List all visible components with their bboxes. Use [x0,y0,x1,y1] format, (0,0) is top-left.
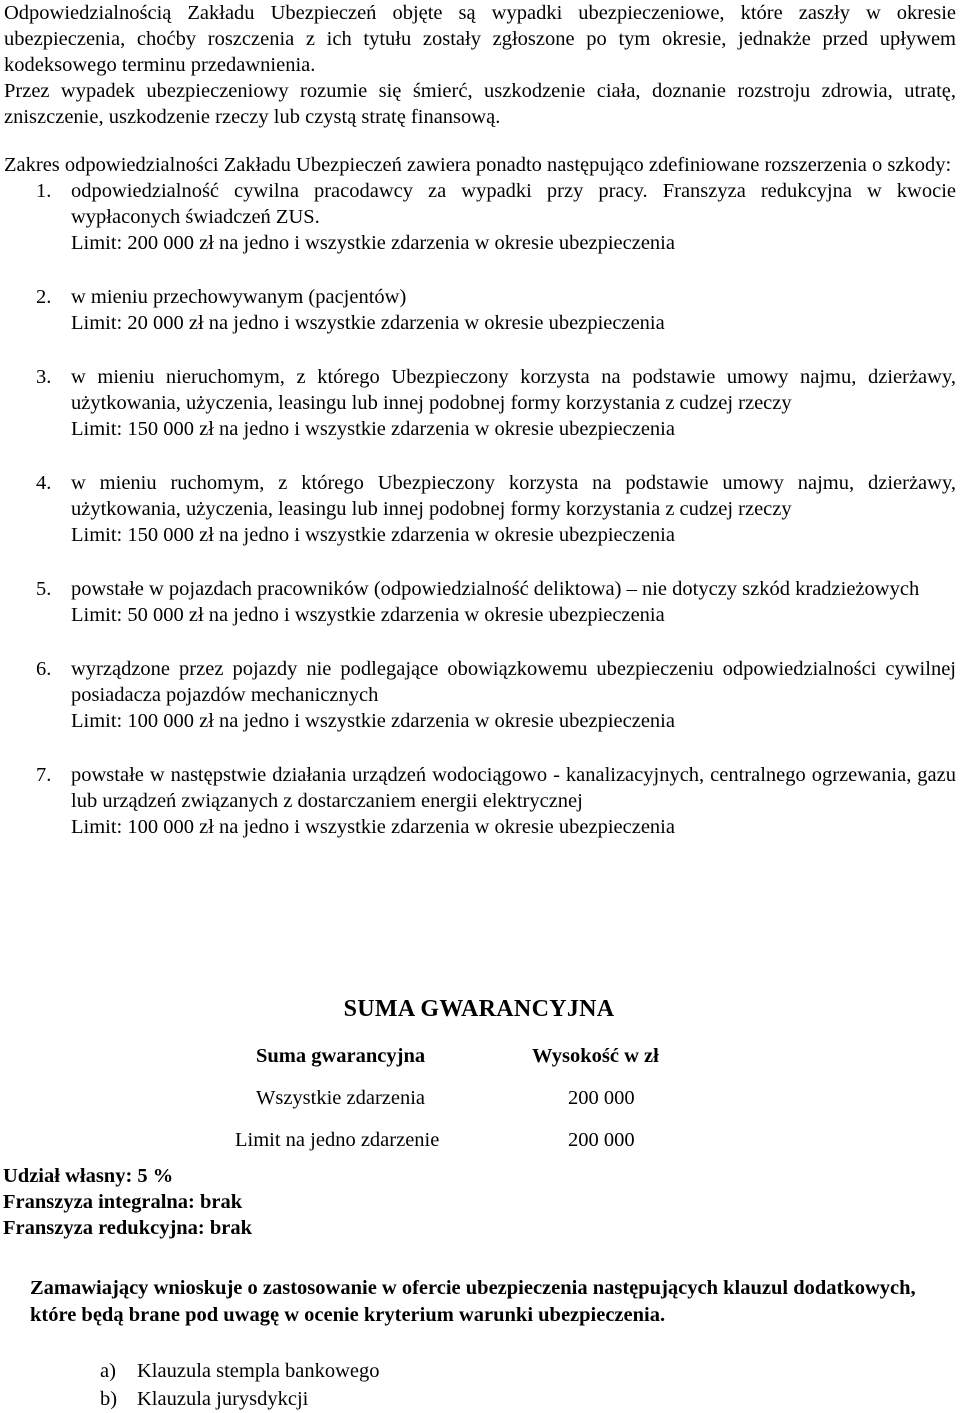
item-number: 5. [36,578,52,600]
item-description: powstałe w następstwie działania urządzeń wodociągowo - kanalizacyjnych, centralnego ogrzewania, gazu lub urządzeń związanych z dostarczaniem energii elektrycznej [71,764,956,812]
item-description: odpowiedzialność cywilna pracodawcy za wypadki przy pracy. Franszyza redukcyjna w kwocie wypłaconych świadczeń ZUS. [71,180,956,228]
own-share-line: Udział własny: 5 % [3,1165,174,1187]
list-item [4,762,956,840]
column-header-sum: Suma gwarancyjna [256,1045,426,1067]
item-number: 4. [36,472,52,494]
table-row [230,1127,700,1169]
row-label: Limit na jedno zdarzenie [235,1129,440,1151]
table-header-row [230,1043,700,1085]
item-number: 7. [36,764,52,786]
document-page [4,0,956,840]
item-number: 6. [36,658,52,680]
list-item [4,656,956,762]
item-limit: Limit: 200 000 zł na jedno i wszystkie zdarzenia w okresie ubezpieczenia [71,232,675,254]
list-item [4,470,956,576]
list-item [100,1385,380,1413]
item-number: 2. [36,286,52,308]
list-item [4,576,956,656]
item-description: powstałe w pojazdach pracowników (odpowiedzialność deliktowa) – nie dotyczy szkód kradzieżowych [71,578,920,600]
clause-text: Klauzula stempla bankowego [137,1360,380,1382]
column-header-amount: Wysokość w zł [532,1045,659,1067]
item-limit: Limit: 150 000 zł na jedno i wszystkie zdarzenia w okresie ubezpieczenia [71,418,675,440]
list-item [100,1357,380,1385]
intro-paragraph-extensions: Zakres odpowiedzialności Zakładu Ubezpieczeń zawiera ponadto następująco zdefiniowane rozszerzenia o szkody: [4,154,952,176]
list-item [4,284,956,364]
clause-letter: b) [100,1388,118,1410]
guarantee-sum-table [230,1043,700,1169]
row-value: 200 000 [568,1129,635,1151]
item-limit: Limit: 100 000 zł na jedno i wszystkie zdarzenia w okresie ubezpieczenia [71,710,675,732]
item-description: w mieniu nieruchomym, z którego Ubezpieczony korzysta na podstawie umowy najmu, dzierżawy, użytkowania, użyczenia, leasingu lub innej podobnej formy korzystania z cudzej rzeczy [71,366,956,414]
table-row [230,1085,700,1127]
item-limit: Limit: 50 000 zł na jedno i wszystkie zdarzenia w okresie ubezpieczenia [71,604,665,626]
item-limit: Limit: 20 000 zł na jedno i wszystkie zdarzenia w okresie ubezpieczenia [71,312,665,334]
intro-paragraph-liability: Odpowiedzialnością Zakładu Ubezpieczeń objęte są wypadki ubezpieczeniowe, które zaszły w okresie ubezpieczenia, choćby roszczenia z ich tytułu zostały zgłoszone po tym okresie, jednakże przed upływem kodeksowego terminu przedawnienia. [4,2,956,76]
clauses-list [100,1357,380,1413]
item-number: 1. [36,180,52,202]
row-label: Wszystkie zdarzenia [256,1087,426,1109]
deductibles-block [3,1163,252,1241]
list-item [4,364,956,470]
section-title-suma: SUMA GWARANCYJNA [343,996,615,1022]
item-limit: Limit: 100 000 zł na jedno i wszystkie zdarzenia w okresie ubezpieczenia [71,816,675,838]
clauses-intro-paragraph: Zamawiający wnioskuje o zastosowanie w ofercie ubezpieczenia następujących klauzul dodatkowych, które będą brane pod uwagę w ocenie kryterium warunki ubezpieczenia. [30,1277,916,1326]
row-value: 200 000 [568,1087,635,1109]
item-limit: Limit: 150 000 zł na jedno i wszystkie zdarzenia w okresie ubezpieczenia [71,524,675,546]
item-description: wyrządzone przez pojazdy nie podlegające obowiązkowemu ubezpieczeniu odpowiedzialności cywilnej posiadacza pojazdów mechanicznych [71,658,956,706]
item-description: w mieniu przechowywanym (pacjentów) [71,286,407,308]
integral-franchise-line: Franszyza integralna: brak [3,1191,243,1213]
reducing-franchise-line: Franszyza redukcyjna: brak [3,1217,253,1239]
extensions-list [4,178,956,840]
list-item [4,178,956,284]
intro-paragraph-definition: Przez wypadek ubezpieczeniowy rozumie się śmierć, uszkodzenie ciała, doznanie rozstroju zdrowia, utratę, zniszczenie, uszkodzenie rzeczy lub czystą stratę finansową. [4,80,956,128]
item-description: w mieniu ruchomym, z którego Ubezpieczony korzysta na podstawie umowy najmu, dzierżawy, użytkowania, użyczenia, leasingu lub innej podobnej formy korzystania z cudzej rzeczy [71,472,956,520]
item-number: 3. [36,366,52,388]
clause-text: Klauzula jurysdykcji [137,1388,309,1410]
clause-letter: a) [100,1360,116,1382]
